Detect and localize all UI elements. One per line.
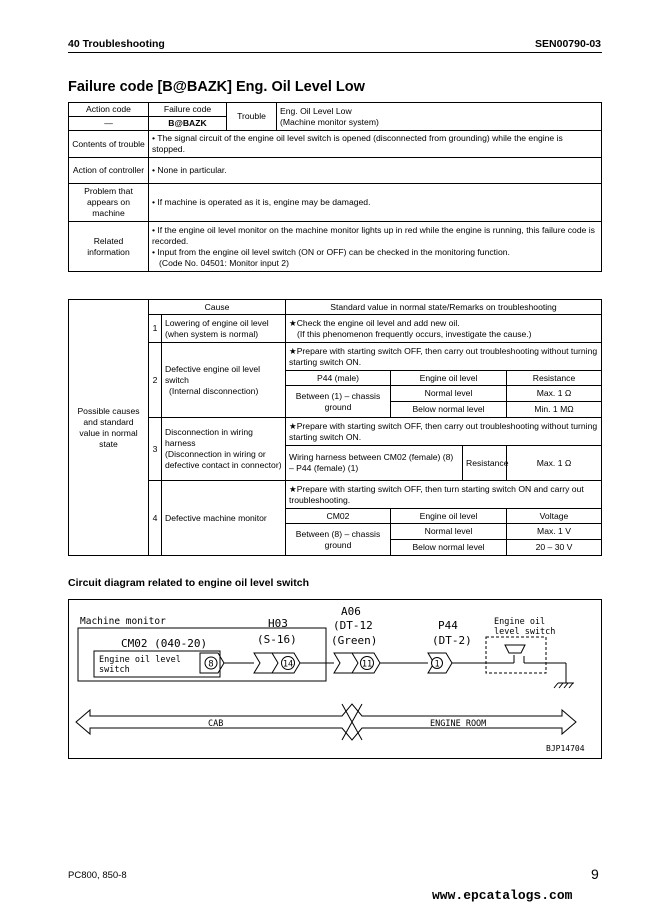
cause-4-header-level: Engine oil level [391, 509, 507, 524]
a06-color: (Green) [331, 634, 378, 647]
cause-remark-2: ★Prepare with starting switch OFF, then carry out troubleshooting without turning starting switch ON. [286, 343, 602, 371]
float-switch-icon [505, 645, 525, 653]
cause-2-line-1: Defective engine oil level switch [165, 363, 261, 385]
cause-2-header-resistance: Resistance [507, 371, 602, 386]
row-text-problem: • If machine is operated as it is, engine may be damaged. [149, 184, 602, 222]
cause-4-value-below: 20 – 30 V [507, 540, 602, 556]
engine-switch-label-2: level switch [494, 627, 556, 637]
cause-4-value-normal: Max. 1 V [507, 524, 602, 540]
row-text-action: • None in particular. [149, 158, 602, 184]
cause-text-3 [162, 418, 286, 481]
machine-monitor-label: Machine monitor [80, 616, 166, 627]
cause-2-header-connector: P44 (male) [286, 371, 391, 386]
model-name: PC800, 850-8 [68, 870, 127, 881]
engine-switch-label-1: Engine oil [494, 617, 546, 627]
cause-3-resistance-value: Max. 1 Ω [507, 446, 602, 481]
cause-3-resistance-label: Resistance [463, 446, 507, 481]
cause-2-between: Between (1) – chassis ground [286, 386, 391, 418]
p44-pin-number: 1 [434, 659, 440, 670]
engine-switch-box [486, 637, 546, 673]
document-code: SEN00790-03 [535, 38, 601, 50]
cause-number-1: 1 [149, 315, 162, 343]
cause-4-level-below: Below normal level [391, 540, 507, 556]
row-text-contents: • The signal circuit of the engine oil level switch is opened (disconnected from grounding) while the engine is stopped. [149, 131, 602, 158]
cm02-label: CM02 (040-20) [121, 637, 208, 650]
section-heading: 40 Troubleshooting [68, 38, 165, 50]
a06-type: (DT-12 [333, 619, 373, 632]
related-line-2: • Input from the engine oil level switch (ON or OFF) can be checked in the monitoring function. [152, 246, 510, 257]
a06-label: A06 [341, 605, 361, 618]
cause-3-harness: Wiring harness between CM02 (female) (8) – P44 (female) (1) [286, 446, 463, 481]
cause-2-level-below: Below normal level [391, 402, 507, 418]
watermark-url: www.epcatalogs.com [432, 888, 573, 903]
cause-4-header-connector: CM02 [286, 509, 391, 524]
row-label-problem: Problem that appears on machine [69, 184, 149, 222]
action-code-value: — [69, 117, 149, 131]
cause-2-header-level: Engine oil level [391, 371, 507, 386]
cause-1-remark-line-2: (If this phenomenon frequently occurs, investigate the cause.) [297, 328, 532, 339]
h03-connector-shape [254, 653, 278, 673]
cause-number-3: 3 [149, 418, 162, 481]
header-rule [68, 52, 602, 53]
h03-label: H03 [268, 617, 288, 630]
column-header-cause: Cause [149, 300, 286, 315]
cm02-pin-number: 8 [208, 659, 214, 670]
column-header-standard: Standard value in normal state/Remarks on troubleshooting [286, 300, 602, 315]
cause-remark-4: ★Prepare with starting switch OFF, then turn starting switch ON and carry out troubleshooting. [286, 481, 602, 509]
figure-code: BJP14704 [546, 744, 585, 753]
a06-pin-number: 11 [361, 659, 373, 670]
related-line-1: • If the engine oil level monitor on the machine monitor lights up in red while the engine is running, this failure code is recorded. [152, 224, 595, 246]
failure-info-table [68, 102, 602, 272]
cause-2-value-normal: Max. 1 Ω [507, 386, 602, 402]
page-number: 9 [591, 866, 599, 882]
cause-text-4: Defective machine monitor [162, 481, 286, 556]
p44-label: P44 [438, 619, 458, 632]
h03-pin-number: 14 [282, 659, 294, 670]
circuit-diagram [68, 599, 602, 759]
a06-connector-shape [334, 653, 358, 673]
h03-type: (S-16) [257, 633, 297, 646]
switch-input-label-1: Engine oil level [99, 655, 181, 665]
trouble-line-2: (Machine monitor system) [280, 116, 379, 127]
circuit-diagram-title: Circuit diagram related to engine oil level switch [68, 577, 309, 589]
causes-table [68, 299, 602, 556]
failure-code-value: B@BAZK [149, 117, 227, 131]
cause-number-4: 4 [149, 481, 162, 556]
cab-engine-room-arrow [76, 704, 576, 740]
action-code-label: Action code [69, 103, 149, 117]
trouble-label: Trouble [227, 103, 277, 131]
row-label-related: Related information [69, 222, 149, 272]
cause-1-remark-line-1: ★Check the engine oil level and add new oil. [289, 317, 460, 328]
cause-2-line-2: (Internal disconnection) [169, 385, 259, 396]
cause-text-1: Lowering of engine oil level (when system is normal) [162, 315, 286, 343]
causes-group-label: Possible causes and standard value in normal state [69, 300, 149, 556]
engine-room-label: ENGINE ROOM [430, 719, 487, 729]
switch-input-label-2: switch [99, 665, 130, 675]
cause-text-2 [162, 343, 286, 418]
failure-code-label: Failure code [149, 103, 227, 117]
trouble-line-1: Eng. Oil Level Low [280, 105, 352, 116]
row-label-contents: Contents of trouble [69, 131, 149, 158]
page-title: Failure code [B@BAZK] Eng. Oil Level Low [68, 79, 365, 95]
cause-4-header-voltage: Voltage [507, 509, 602, 524]
cause-3-line-2: (Disconnection in wiring or defective contact in connector) [165, 449, 282, 470]
p44-type: (DT-2) [432, 634, 472, 647]
cause-2-level-normal: Normal level [391, 386, 507, 402]
cause-2-value-below: Min. 1 MΩ [507, 402, 602, 418]
cause-3-line-1: Disconnection in wiring harness [165, 427, 253, 448]
cause-number-2: 2 [149, 343, 162, 418]
cause-4-level-normal: Normal level [391, 524, 507, 540]
cause-remark-3: ★Prepare with starting switch OFF, then carry out troubleshooting without turning starting switch ON. [286, 418, 602, 446]
related-line-3: (Code No. 04501: Monitor input 2) [159, 257, 289, 268]
trouble-description [277, 103, 602, 131]
cause-remark-1 [286, 315, 602, 343]
cab-label: CAB [208, 719, 224, 729]
cause-4-between: Between (8) – chassis ground [286, 524, 391, 556]
row-text-related [149, 222, 602, 272]
row-label-action: Action of controller [69, 158, 149, 184]
